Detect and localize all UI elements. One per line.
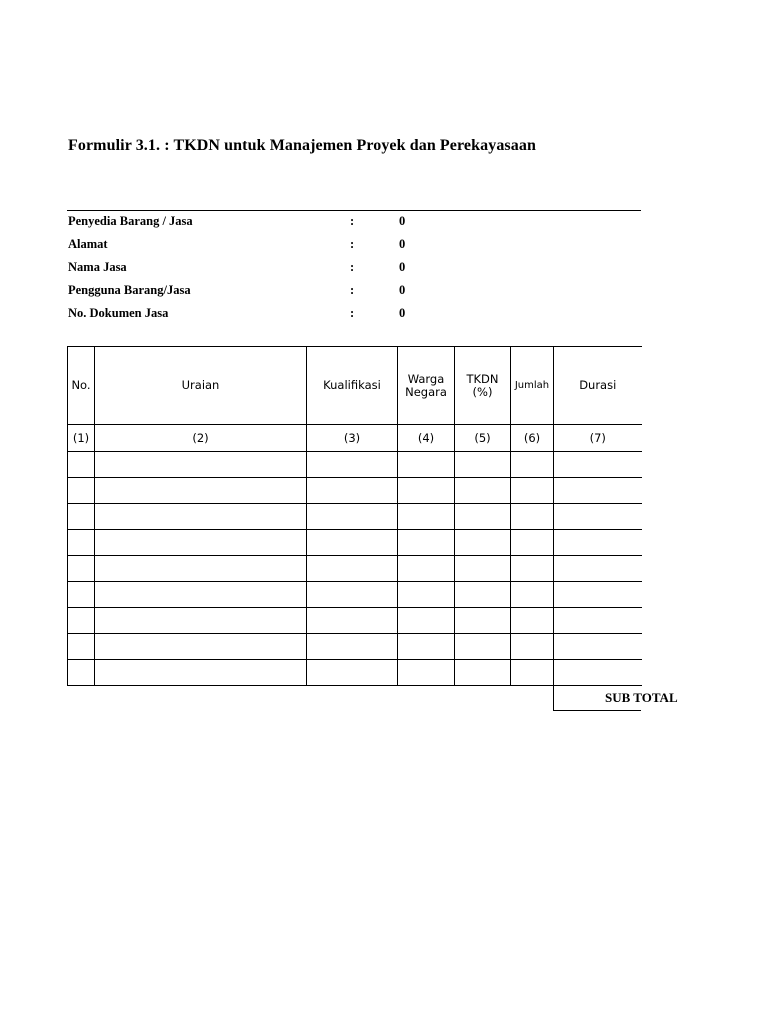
table-cell bbox=[511, 478, 554, 504]
table-cell bbox=[307, 634, 398, 660]
header-warga-line1: Warga bbox=[407, 371, 445, 386]
header-tkdn-line2: (%) bbox=[472, 384, 493, 399]
table-cell bbox=[455, 530, 511, 556]
table-cell bbox=[554, 452, 642, 478]
header-rule bbox=[67, 210, 641, 211]
table-cell bbox=[68, 608, 95, 634]
table-cell bbox=[307, 478, 398, 504]
table-cell bbox=[398, 556, 455, 582]
header-kualifikasi: Kualifikasi bbox=[307, 347, 398, 425]
table-row bbox=[68, 556, 642, 582]
table-row bbox=[68, 530, 642, 556]
info-value: 0 bbox=[399, 306, 406, 320]
table-cell bbox=[68, 452, 95, 478]
table-cell bbox=[511, 608, 554, 634]
table-cell bbox=[307, 556, 398, 582]
info-label: Alamat bbox=[68, 237, 108, 251]
table-cell bbox=[398, 608, 455, 634]
table-cell bbox=[398, 634, 455, 660]
header-jumlah: Jumlah bbox=[511, 347, 554, 425]
info-colon: : bbox=[350, 260, 355, 274]
form-title: Formulir 3.1. : TKDN untuk Manajemen Proyek dan Perekayasaan bbox=[68, 137, 536, 154]
table-cell bbox=[95, 582, 307, 608]
table-cell bbox=[95, 452, 307, 478]
column-number: (4) bbox=[398, 425, 455, 452]
table-row bbox=[68, 608, 642, 634]
table-cell bbox=[68, 634, 95, 660]
table-cell bbox=[68, 504, 95, 530]
table-cell bbox=[95, 478, 307, 504]
table-cell bbox=[95, 608, 307, 634]
column-number: (7) bbox=[554, 425, 642, 452]
info-value: 0 bbox=[399, 214, 406, 228]
header-tkdn-line1: TKDN bbox=[466, 371, 499, 386]
table-cell bbox=[554, 530, 642, 556]
info-label: Pengguna Barang/Jasa bbox=[68, 283, 191, 297]
table-row bbox=[68, 478, 642, 504]
table-cell bbox=[455, 582, 511, 608]
column-number: (5) bbox=[455, 425, 511, 452]
table-cell bbox=[95, 660, 307, 686]
table-row bbox=[68, 660, 642, 686]
table-cell bbox=[554, 504, 642, 530]
table-cell bbox=[398, 582, 455, 608]
table-row bbox=[68, 634, 642, 660]
table-cell bbox=[554, 660, 642, 686]
info-label: Nama Jasa bbox=[68, 260, 127, 274]
table-cell bbox=[455, 504, 511, 530]
header-tkdn bbox=[455, 347, 511, 425]
table-cell bbox=[511, 530, 554, 556]
table-cell bbox=[68, 660, 95, 686]
table-cell bbox=[307, 504, 398, 530]
info-colon: : bbox=[350, 283, 355, 297]
table-cell bbox=[68, 530, 95, 556]
column-number: (1) bbox=[68, 425, 95, 452]
table-cell bbox=[554, 556, 642, 582]
table-cell bbox=[455, 452, 511, 478]
table-cell bbox=[68, 582, 95, 608]
table-cell bbox=[511, 634, 554, 660]
info-value: 0 bbox=[399, 237, 406, 251]
table-cell bbox=[398, 452, 455, 478]
table-cell bbox=[398, 478, 455, 504]
column-number: (2) bbox=[95, 425, 307, 452]
info-colon: : bbox=[350, 214, 355, 228]
info-value: 0 bbox=[399, 283, 406, 297]
table-cell bbox=[398, 660, 455, 686]
table-cell bbox=[95, 634, 307, 660]
table-cell bbox=[455, 634, 511, 660]
tkdn-table bbox=[67, 346, 642, 686]
table-cell bbox=[511, 452, 554, 478]
table-cell bbox=[307, 660, 398, 686]
table-cell bbox=[307, 608, 398, 634]
table-cell bbox=[455, 660, 511, 686]
table-cell bbox=[554, 582, 642, 608]
table-cell bbox=[95, 504, 307, 530]
header-warga-negara bbox=[398, 347, 455, 425]
table-cell bbox=[95, 556, 307, 582]
table-cell bbox=[398, 504, 455, 530]
info-label: Penyedia Barang / Jasa bbox=[68, 214, 193, 228]
table-cell bbox=[307, 452, 398, 478]
table-cell bbox=[511, 504, 554, 530]
column-number-row bbox=[68, 425, 642, 452]
table-cell bbox=[307, 530, 398, 556]
table-cell bbox=[455, 556, 511, 582]
header-warga-line2: Negara bbox=[405, 384, 447, 399]
table-cell bbox=[455, 608, 511, 634]
header-uraian: Uraian bbox=[95, 347, 307, 425]
table-cell bbox=[95, 530, 307, 556]
table-cell bbox=[455, 478, 511, 504]
table-cell bbox=[307, 582, 398, 608]
info-value: 0 bbox=[399, 260, 406, 274]
table-cell bbox=[511, 582, 554, 608]
info-label: No. Dokumen Jasa bbox=[68, 306, 169, 320]
header-durasi: Durasi bbox=[554, 347, 642, 425]
header-no: No. bbox=[68, 347, 95, 425]
table-cell bbox=[511, 556, 554, 582]
table-row bbox=[68, 452, 642, 478]
column-number: (6) bbox=[511, 425, 554, 452]
table-row bbox=[68, 582, 642, 608]
table-cell bbox=[554, 634, 642, 660]
info-colon: : bbox=[350, 306, 355, 320]
subtotal-label: SUB TOTAL bbox=[553, 685, 641, 711]
table-cell bbox=[554, 478, 642, 504]
info-colon: : bbox=[350, 237, 355, 251]
table-cell bbox=[554, 608, 642, 634]
table-cell bbox=[511, 660, 554, 686]
table-row bbox=[68, 504, 642, 530]
table-cell bbox=[68, 478, 95, 504]
column-number: (3) bbox=[307, 425, 398, 452]
table-header-row bbox=[68, 347, 642, 425]
table-cell bbox=[68, 556, 95, 582]
table-cell bbox=[398, 530, 455, 556]
